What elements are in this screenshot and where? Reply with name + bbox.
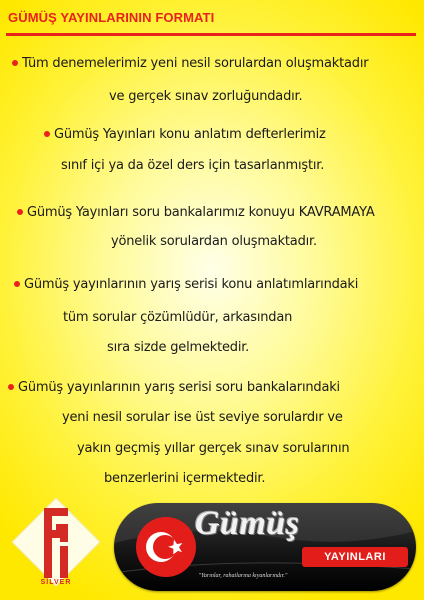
paragraph-4-line-3: sıra sizde gelmektedir. xyxy=(107,340,250,355)
bullet-dot-icon xyxy=(14,281,20,287)
bullet-dot-icon xyxy=(8,384,14,390)
paragraph-5-line-3: yakın geçmiş yıllar gerçek sınav sorularının xyxy=(77,441,350,456)
paragraph-5-line-1: Gümüş yayınlarının yarış serisi soru bankalarındaki xyxy=(8,380,340,395)
bullet-dot-icon xyxy=(12,60,18,66)
bullet-dot-icon xyxy=(44,131,50,137)
paragraph-4-line-1: Gümüş yayınlarının yarış serisi konu anlatımlarındaki xyxy=(14,277,358,292)
title-underline xyxy=(6,33,416,36)
paragraph-1-line-1: Tüm denemelerimiz yeni nesil sorulardan oluşmaktadır xyxy=(12,56,368,71)
paragraph-3-line-1: Gümüş Yayınları soru bankalarımız konuyu KAVRAMAYA xyxy=(17,205,375,220)
brand-slogan: "Yarınlar, rahatlarına kıyanlarındır." xyxy=(198,573,288,579)
bullet-dot-icon xyxy=(17,209,23,215)
paragraph-4-line-2: tüm sorular çözümlüdür, arkasından xyxy=(63,310,293,325)
paragraph-2-line-2: sınıf içi ya da özel ders için tasarlanmıştır. xyxy=(61,158,325,173)
brand-subtitle: YAYINLARI xyxy=(302,547,408,567)
paragraph-3-line-2: yönelik sorulardan oluşmaktadır. xyxy=(111,234,317,249)
turkish-flag-icon xyxy=(134,515,198,579)
paragraph-5-line-4: benzerlerini içermektedir. xyxy=(104,471,266,486)
paragraph-2-line-1: Gümüş Yayınları konu anlatım defterlerimiz xyxy=(44,127,326,142)
page-title: GÜMÜŞ YAYINLARININ FORMATI xyxy=(8,10,215,25)
paragraph-1-line-2: ve gerçek sınav zorluğundadır. xyxy=(109,89,303,104)
brand-name: Gümüş xyxy=(195,505,300,542)
silver-logo-label: SİLVER xyxy=(40,579,72,586)
paragraph-5-line-2: yeni nesil sorular ise üst seviye sorulardır ve xyxy=(62,410,343,425)
